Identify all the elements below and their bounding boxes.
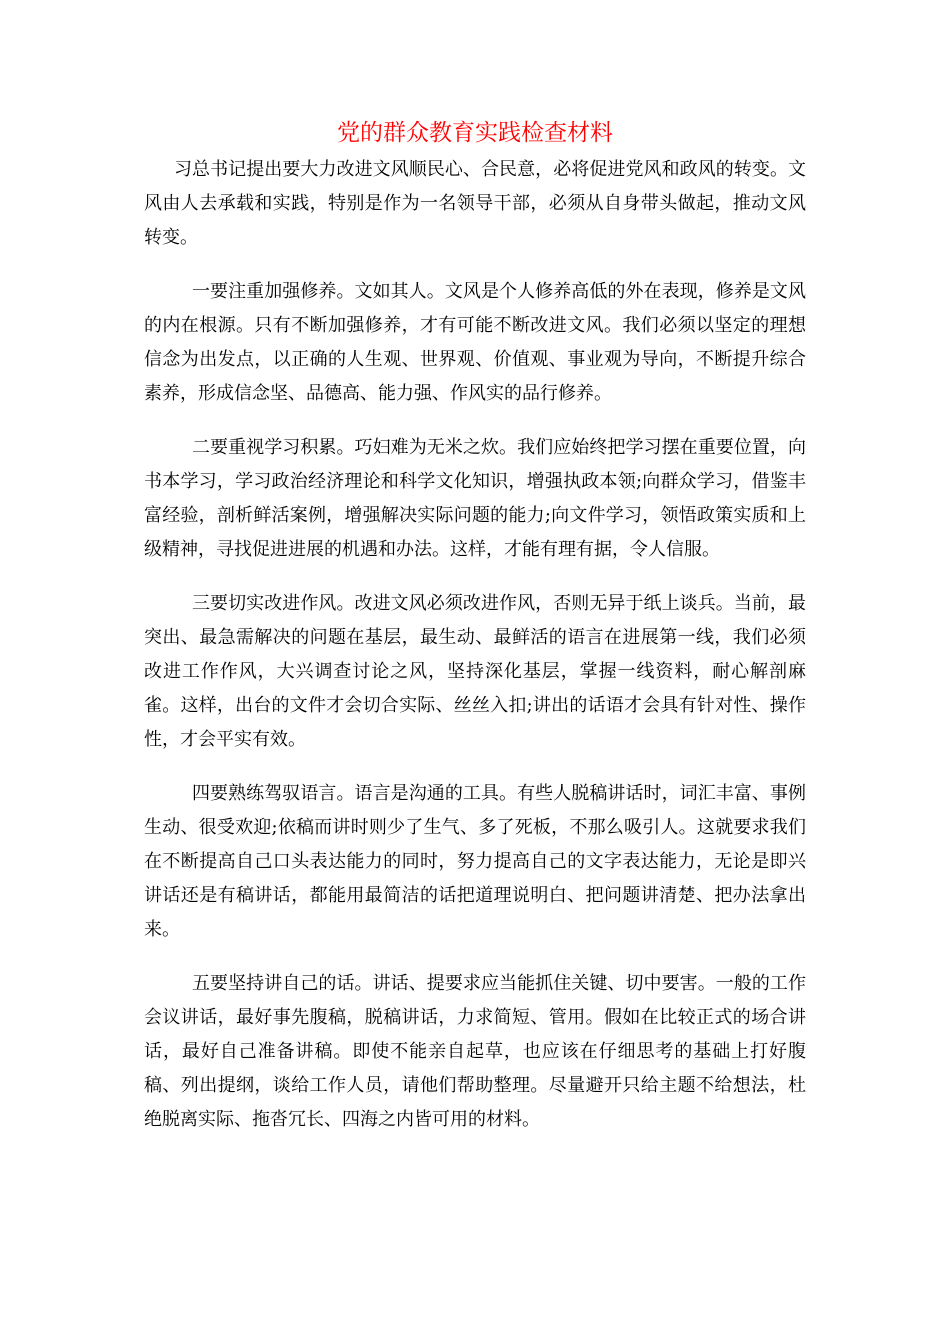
paragraph-learning: 二要重视学习积累。巧妇难为无米之炊。我们应始终把学习摆在重要位置，向书本学习，学习政治经济理论和科学文化知识，增强执政本领;向群众学习，借鉴丰富经验，剖析鲜活案例，增强解决实际问题的能力;向文件学习，领悟政策实质和上级精神，寻找促进进展的机遇和办法。这样，才能有理有据，令人信服。 [144, 437, 806, 560]
paragraph-work-style: 三要切实改进作风。改进文风必须改进作风，否则无异于纸上谈兵。当前，最突出、最急需解决的问题在基层，最生动、最鲜活的语言在进展第一线，我们必须改进工作作风，大兴调查讨论之风，坚持深化基层，掌握一线资料，耐心解剖麻雀。这样，出台的文件才会切合实际、丝丝入扣;讲出的话语才会具有针对性、操作性，才会平实有效。 [144, 593, 806, 750]
paragraph-language: 四要熟练驾驭语言。语言是沟通的工具。有些人脱稿讲话时，词汇丰富、事例生动、很受欢迎;依稿而讲时则少了生气、多了死板，不那么吸引人。这就要求我们在不断提高自己口头表达能力的同时，努力提高自己的文字表达能力，无论是即兴讲话还是有稿讲话，都能用最简洁的话把道理说明白、把问题讲清楚、把办法拿出来。 [144, 783, 806, 940]
paragraph-own-words: 五要坚持讲自己的话。讲话、提要求应当能抓住关键、切中要害。一般的工作会议讲话，最好事先腹稿，脱稿讲话，力求简短、管用。假如在比较正式的场合讲话，最好自己准备讲稿。即使不能亲自起草，也应该在仔细思考的基础上打好腹稿、列出提纲，谈给工作人员，请他们帮助整理。尽量避开只给主题不给想法，杜绝脱离实际、拖沓冗长、四海之内皆可用的材料。 [144, 973, 806, 1130]
document-title: 党的群众教育实践检查材料 [337, 120, 613, 146]
paragraph-cultivation: 一要注重加强修养。文如其人。文风是个人修养高低的外在表现，修养是文风的内在根源。只有不断加强修养，才有可能不断改进文风。我们必须以坚定的理想信念为出发点，以正确的人生观、世界观、价值观、事业观为导向，不断提升综合素养，形成信念坚、品德高、能力强、作风实的品行修养。 [144, 281, 806, 404]
document-body [144, 153, 806, 1137]
intro-paragraph: 习总书记提出要大力改进文风顺民心、合民意，必将促进党风和政风的转变。文风由人去承载和实践，特别是作为一名领导干部，必须从自身带头做起，推动文风转变。 [144, 159, 806, 248]
